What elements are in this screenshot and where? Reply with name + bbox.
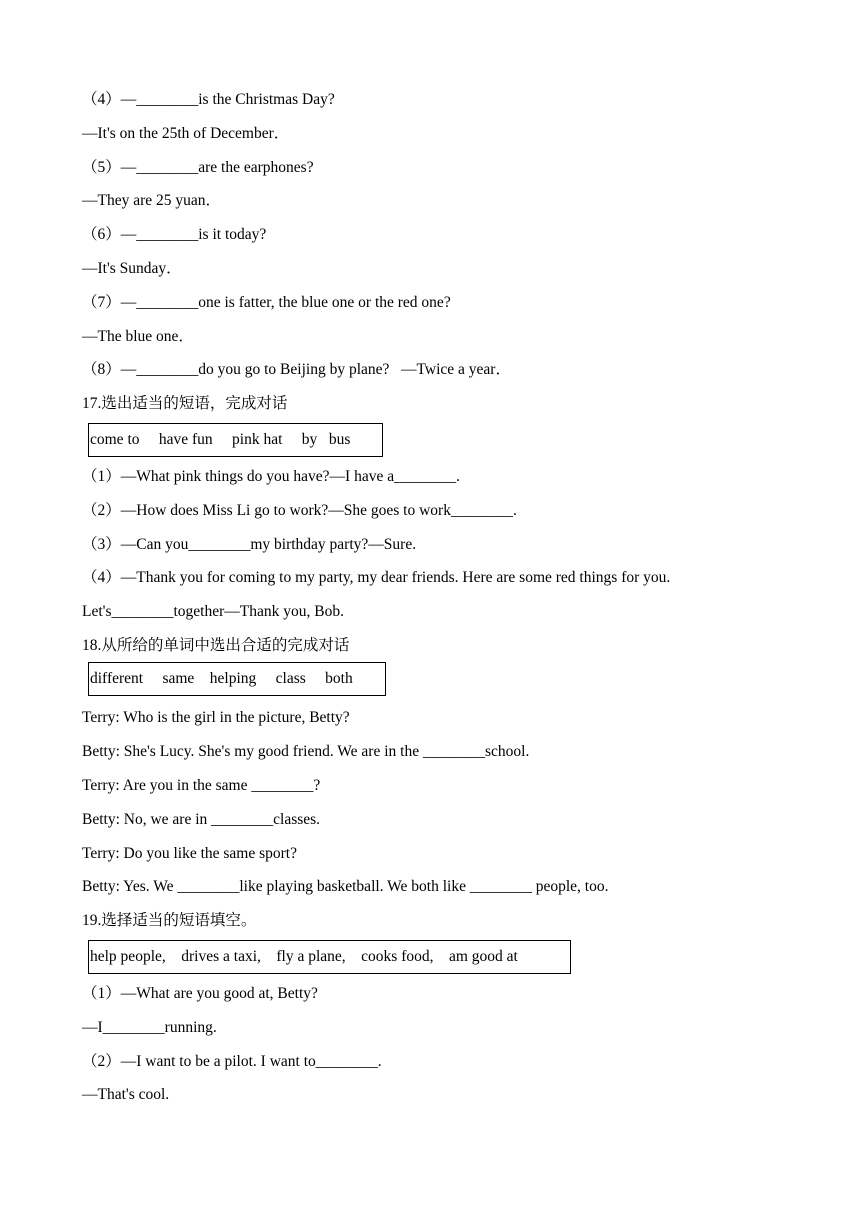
q18-line-3: Terry: Are you in the same ________? [82,777,321,794]
q19-answer-2: —That's cool. [82,1086,170,1103]
q18-word-box: different same helping class both [88,662,386,696]
q18-line-5: Terry: Do you like the same sport? [82,845,297,862]
q17-item-4-cont: Let's________together—Thank you, Bob. [82,603,344,620]
q19-answer-1: —I________running. [82,1019,217,1036]
q16-item-5: （5）—________are the earphones? [82,159,314,176]
q18-line-4: Betty: No, we are in ________classes. [82,811,321,828]
q16-item-4: （4）—________is the Christmas Day? [82,91,335,108]
q17-title: 17.选出适当的短语，完成对话 [82,395,288,412]
q16-answer-4: —It's on the 25th of December． [82,125,290,142]
q16-answer-7: —The blue one． [82,328,194,345]
q17-word-box: come to have fun pink hat by bus [88,423,383,457]
q19-item-1: （1）—What are you good at, Betty? [82,985,318,1002]
q16-answer-5: —They are 25 yuan． [82,192,222,209]
q16-item-7: （7）—________one is fatter, the blue one or the red one? [82,294,451,311]
q17-item-4: （4）—Thank you for coming to my party, my dear friends. Here are some red things for you. [82,569,671,586]
q17-item-2: （2）—How does Miss Li go to work?—She goes to work________. [82,502,517,519]
q18-line-6: Betty: Yes. We ________like playing basketball. We both like ________ people, too. [82,878,609,895]
q18-line-1: Terry: Who is the girl in the picture, Betty? [82,709,350,726]
q18-title: 18.从所给的单词中选出合适的完成对话 [82,637,350,654]
q19-word-box: help people, drives a taxi, fly a plane, cooks food, am good at [88,940,571,974]
q19-title: 19.选择适当的短语填空。 [82,912,257,929]
q16-item-8: （8）—________do you go to Beijing by plane? —Twice a year． [82,361,511,378]
q16-answer-6: —It's Sunday． [82,260,182,277]
q17-item-3: （3）—Can you________my birthday party?—Sure. [82,536,417,553]
q16-item-6: （6）—________is it today? [82,226,267,243]
q18-line-2: Betty: She's Lucy. She's my good friend. We are in the ________school. [82,743,530,760]
q17-item-1: （1）—What pink things do you have?—I have a________. [82,468,460,485]
q19-item-2: （2）—I want to be a pilot. I want to________. [82,1053,382,1070]
